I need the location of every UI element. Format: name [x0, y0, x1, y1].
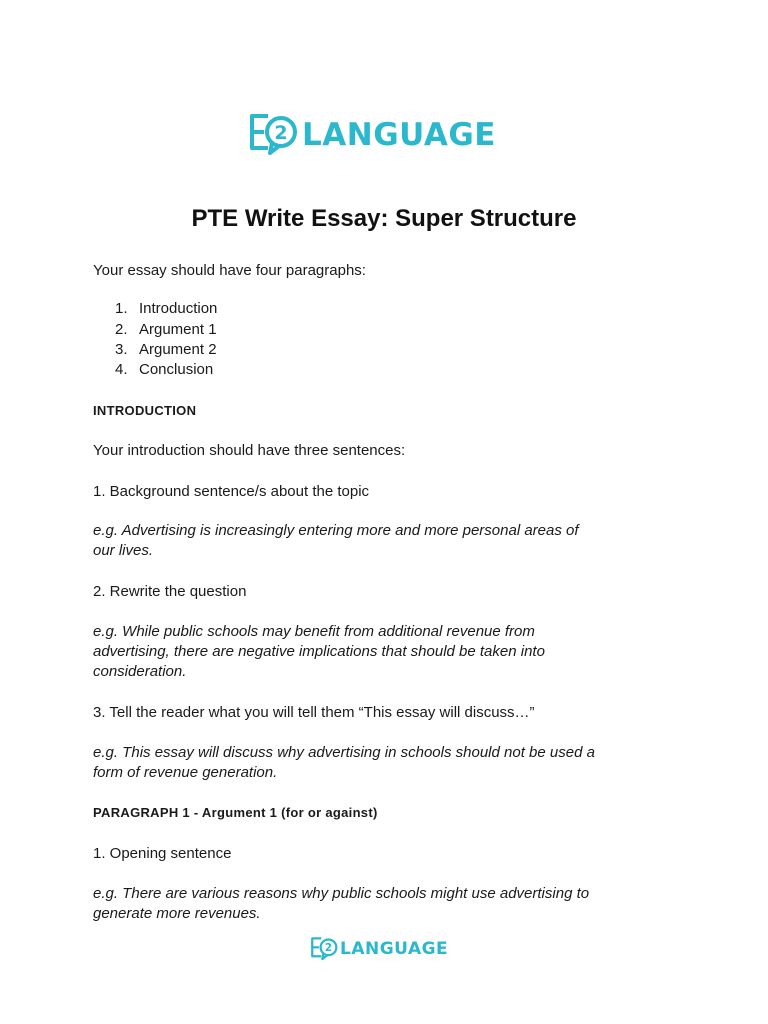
paragraph1-heading: PARAGRAPH 1 - Argument 1 (for or against)	[93, 805, 378, 820]
intro-item1-heading: 1. Background sentence/s about the topic	[93, 483, 370, 500]
list-item: Argument 1	[139, 321, 217, 338]
page-title: PTE Write Essay: Super Structure	[191, 205, 577, 232]
list-number: 4.	[115, 361, 128, 378]
svg-text:2: 2	[324, 941, 333, 955]
introduction-heading: INTRODUCTION	[93, 403, 197, 418]
list-item: Argument 2	[139, 341, 217, 358]
introduction-lead: Your introduction should have three sentences:	[93, 442, 406, 459]
e2-badge-icon	[310, 936, 338, 962]
intro-item2-example: e.g. While public schools may benefit from additional revenue from	[93, 623, 535, 640]
intro-item3-example: e.g. This essay will discuss why advertising in schools should not be used a	[93, 744, 595, 761]
list-number: 2.	[115, 321, 128, 338]
p1-item1-example: generate more revenues.	[93, 905, 261, 922]
logo-wordmark: LANGUAGE	[340, 939, 449, 959]
intro-item1-example: our lives.	[93, 542, 154, 559]
intro-line: Your essay should have four paragraphs:	[93, 262, 366, 279]
list-item: Conclusion	[139, 361, 214, 378]
e2language-footer-logo	[310, 936, 448, 962]
intro-item2-heading: 2. Rewrite the question	[93, 583, 247, 600]
intro-item2-example: advertising, there are negative implications that should be taken into	[93, 643, 545, 660]
list-number: 3.	[115, 341, 128, 358]
p1-item1-example: e.g. There are various reasons why public schools might use advertising to	[93, 885, 590, 902]
list-number: 1.	[115, 300, 128, 317]
intro-item3-heading: 3. Tell the reader what you will tell them “This essay will discuss…”	[93, 704, 535, 721]
intro-item2-example: consideration.	[93, 663, 187, 680]
svg-text:2: 2	[274, 122, 288, 144]
logo-wordmark: LANGUAGE	[302, 117, 496, 153]
intro-item3-example: form of revenue generation.	[93, 764, 278, 781]
e2language-logo	[248, 112, 496, 158]
intro-item1-example: e.g. Advertising is increasingly entering more and more personal areas of	[93, 522, 579, 539]
e2-badge-icon	[248, 112, 298, 158]
list-item: Introduction	[139, 300, 218, 317]
p1-item1-heading: 1. Opening sentence	[93, 845, 232, 862]
